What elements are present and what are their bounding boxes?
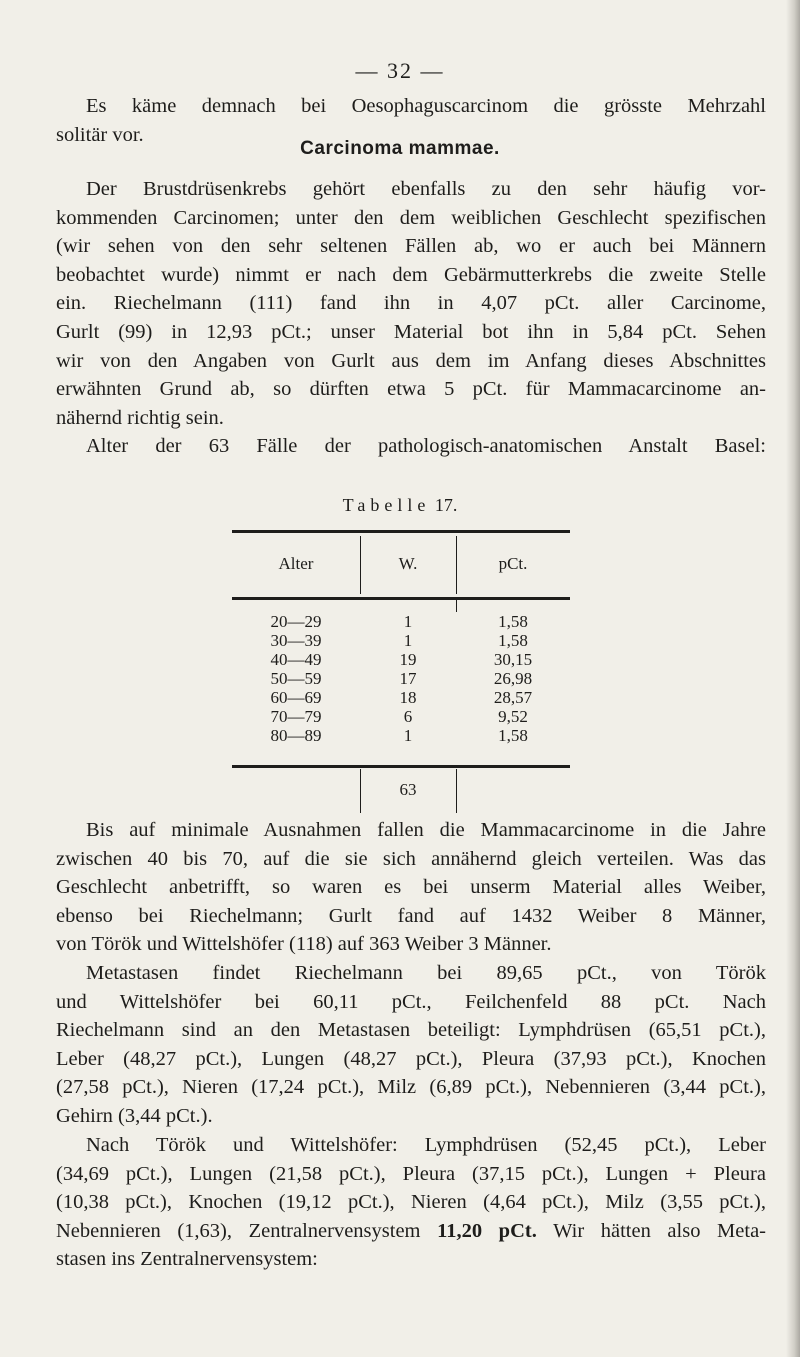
text-line: ebenso bei Riechelmann; Gurlt fand auf 1432 Weiber 8 Männer, [56,904,766,927]
cell-w: 1 [403,726,413,745]
text-line: Nach Török und Wittelshöfer: Lymphdrüsen (52,45 pCt.), Leber [86,1134,766,1156]
text-line: Metastasen findet Riechelmann bei 89,65 pCt., von Török [86,962,766,984]
cell-pct: 9,52 [498,707,528,726]
cell-alter: 40—49 [270,650,322,669]
cell-w: 18 [399,688,417,707]
text-line: beobachtet wurde) nimmt er nach dem Gebärmutterkrebs die zweite Stelle [56,263,766,286]
header-alter: Alter [278,554,314,573]
table-header-rule [232,597,570,600]
cell-w: 1 [403,612,413,631]
cell-alter: 60—69 [270,688,322,707]
text-line: Geschlecht anbetrifft, so waren es bei unserm Material alles Weiber, [56,876,766,899]
cell-pct: 1,58 [498,631,528,650]
text-line: solitär vor. [56,123,144,146]
paragraph-1 [56,175,766,461]
cell-alter: 70—79 [270,707,322,726]
text-line [56,1217,766,1246]
cell-w: 17 [399,669,417,688]
table-total: 63 [399,780,417,799]
text-line: zwischen 40 bis 70, auf die sie sich annähernd gleich verteilen. Was das [56,847,766,870]
cell-alter: 30—39 [270,631,322,650]
text-line: kommenden Carcinomen; unter den dem weiblichen Geschlecht spezifischen [56,206,766,229]
text-line: ein. Riechelmann (111) fand ihn in 4,07 pCt. aller Carcinome, [56,292,766,315]
text-line: und Wittelshöfer bei 60,11 pCt., Feilchenfeld 88 pCt. Nach [56,990,766,1013]
text-line: (wir sehen von den sehr seltenen Fällen ab, wo er auch bei Männern [56,235,766,258]
cell-pct: 30,15 [493,650,533,669]
text-line: nähernd richtig sein. [56,406,224,429]
text-line: Es käme demnach bei Oesophaguscarcinom die grösste Mehrzahl [86,95,766,117]
text-line: Gurlt (99) in 12,93 pCt.; unser Material bot ihn in 5,84 pCt. Sehen [56,320,766,343]
page-number: — 32 — [355,58,445,83]
header-pct: pCt. [498,554,528,573]
emphasis: 11,20 pCt. [437,1219,537,1242]
text-line: stasen ins Zentralnervensystem: [56,1248,318,1271]
paragraph-4 [56,1131,766,1274]
text-line: (27,58 pCt.), Nieren (17,24 pCt.), Milz (6,89 pCt.), Nebennieren (3,44 pCt.), [56,1076,766,1099]
cell-alter: 80—89 [270,726,322,745]
cell-w: 6 [403,707,413,726]
text-line: wir von den Angaben von Gurlt aus dem im Anfang dieses Abschnittes [56,349,766,372]
paragraph-2 [56,816,766,959]
cell-pct: 26,98 [493,669,533,688]
text-line: Bis auf minimale Ausnahmen fallen die Mammacarcinome in die Jahre [86,819,766,841]
table-caption-number: 17. [434,495,458,515]
cell-pct: 1,58 [498,612,528,631]
cell-pct: 28,57 [493,688,533,707]
cell-alter: 50—59 [270,669,322,688]
text-line: (34,69 pCt.), Lungen (21,58 pCt.), Pleura (37,15 pCt.), Lungen + Pleura [56,1162,766,1185]
table-top-rule [232,530,570,533]
cell-alter: 20—29 [270,612,322,631]
cell-pct: 1,58 [498,726,528,745]
table-caption-label: Tabelle [342,495,431,515]
text-fragment: Wir hätten also Meta- [553,1219,767,1242]
text-line: Alter der 63 Fälle der pathologisch-anatomischen Anstalt Basel: [86,435,766,458]
table-caption [0,495,800,516]
table-total-divider [456,769,457,813]
text-line: Der Brustdrüsenkrebs gehört ebenfalls zu den sehr häufig vor- [86,178,766,200]
cell-w: 19 [399,650,417,669]
text-fragment: Nebennieren (1,63), Zentralnervensystem [56,1219,421,1242]
text-line: Leber (48,27 pCt.), Lungen (48,27 pCt.), Pleura (37,93 pCt.), Knochen [56,1047,766,1070]
table-body-divider [456,600,457,612]
text-line: Gehirn (3,44 pCt.). [56,1104,213,1127]
text-line: von Török und Wittelshöfer (118) auf 363 Weiber 3 Männer. [56,933,552,956]
header-w: W. [398,554,418,573]
text-line: (10,38 pCt.), Knochen (19,12 pCt.), Nieren (4,64 pCt.), Milz (3,55 pCt.), [56,1191,766,1214]
text-line: Riechelmann sind an den Metastasen beteiligt: Lymphdrüsen (65,51 pCt.), [56,1019,766,1042]
text-line: erwähnten Grund ab, so dürften etwa 5 pCt. für Mammacarcinome an- [56,378,766,401]
page-edge-shadow [786,0,800,1357]
section-heading: Carcinoma mammae. [300,138,500,159]
cell-w: 1 [403,631,413,650]
paragraph-3 [56,959,766,1131]
table-bottom-rule [232,765,570,768]
